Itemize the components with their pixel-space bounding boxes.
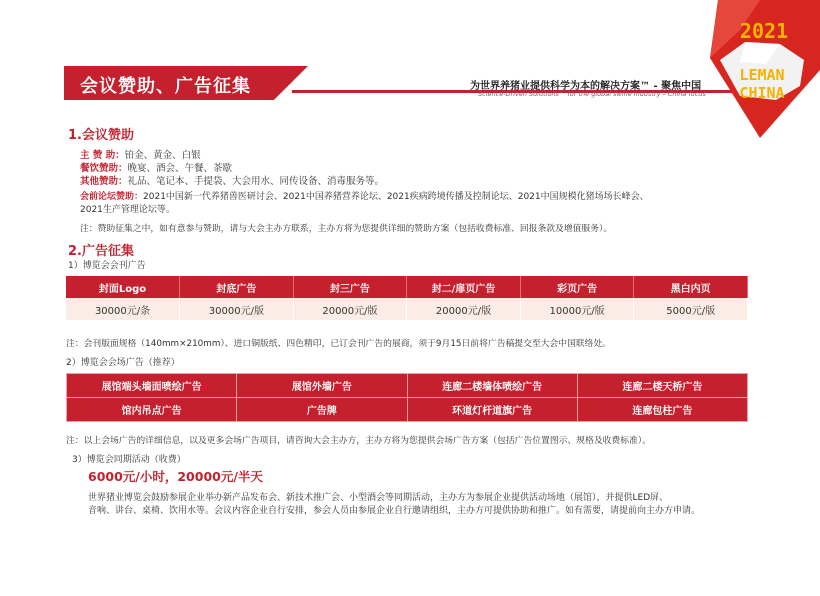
sponsor-item-other: [80, 176, 384, 188]
venue-ad-cell: 连廊二楼墙体喷绘广告: [407, 374, 577, 398]
venue-ad-cell: 连廊二楼天桥广告: [577, 374, 747, 398]
sponsor-item-label: 其他赞助：: [80, 176, 128, 187]
venue-ad-cell: 馆内吊点广告: [67, 398, 237, 422]
event-price: 6000元/小时，20000元/半天: [88, 469, 263, 484]
event-description-line1: 世界猪业博览会鼓励参展企业举办新产品发布会、新技术推广会、小型酒会等同期活动，主办方为参展企业提供活动场地（展馆），并提供LED屏、: [88, 493, 669, 503]
page-title: 会议赞助、广告征集: [80, 76, 251, 97]
venue-ad-note: 注：以上会场广告的详细信息，以及更多会场广告项目，请咨询大会主办方，主办方将为您提供会场广告方案（包括广告位置图示、规格及收费标准）。: [66, 436, 651, 446]
table-cell: 30000元/版: [180, 298, 294, 320]
event-description-line2: 音响、讲台、桌椅、饮用水等。会议内容企业自行安排，参会人员由参展企业自行邀请组织，主办方可提供协助和推广。如有需要，请提前向主办方申请。: [88, 506, 701, 516]
table-header: 封面Logo: [66, 276, 180, 298]
logo-line1: LEMAN: [739, 66, 785, 84]
venue-ad-grid: [66, 373, 748, 422]
logo-year: 2021: [739, 19, 789, 43]
table-row: [67, 398, 748, 422]
table-header: 封二/扉页广告: [407, 276, 521, 298]
sponsor-item-text: 铂金、黄金、白银: [124, 150, 201, 161]
venue-ad-cell: 展馆外墙广告: [237, 374, 407, 398]
venue-ad-cell: 展馆端头墙面喷绘广告: [67, 374, 237, 398]
table-cell: 30000元/条: [66, 298, 180, 320]
table-cell: 20000元/版: [407, 298, 521, 320]
sponsor-item-text: 2021中国新一代养猪兽医研讨会、2021中国养猪营养论坛、2021疾病跨境传播及控制论坛、2021中国规模化猪场场长峰会、: [143, 192, 649, 202]
sponsor-item-label: 餐饮赞助：: [80, 163, 128, 174]
ads-sub-venue: 2）博览会会场广告（推荐）: [66, 358, 180, 368]
sponsorship-heading: 1.会议赞助: [68, 128, 134, 143]
sponsorship-note: 注：赞助征集之中，如有意参与赞助，请与大会主办方联系，主办方将为您提供详细的赞助方案（包括收费标准、回报条款及增值服务）。: [80, 224, 613, 234]
slogan-english: Science-Driven Solutions™ for the global swine industry – China focus: [478, 90, 706, 98]
sponsor-item-forum-continued: 2021生产管理论坛等。: [80, 205, 175, 215]
sponsor-item-text: 晚宴、酒会、午餐、茶歇: [127, 163, 233, 174]
table-header: 封三广告: [293, 276, 407, 298]
journal-ad-note: 注：会刊版面规格（140mm×210mm）、进口铜版纸、四色精印，已订会刊广告的展商，须于9月15日前将广告稿提交至大会中国联络处。: [66, 339, 612, 349]
table-cell: 20000元/版: [293, 298, 407, 320]
sponsor-item-forum: [80, 191, 649, 203]
venue-ad-cell: 连廊包柱广告: [577, 398, 747, 422]
table-cell: 10000元/版: [520, 298, 634, 320]
venue-ad-cell: 广告牌: [237, 398, 407, 422]
ads-sub-journal: 1）博览会会刊广告: [68, 261, 146, 271]
leman-china-logo: [700, 0, 820, 140]
sponsor-item-main: [80, 150, 201, 162]
table-header: 封底广告: [180, 276, 294, 298]
ads-heading: 2.广告征集: [68, 244, 134, 259]
table-header: 黑白内页: [634, 276, 748, 298]
table-cell: 5000元/版: [634, 298, 748, 320]
sponsor-item-catering: [80, 163, 232, 175]
table-header: 彩页广告: [520, 276, 634, 298]
sponsor-item-text: 礼品、笔记本、手提袋、大会用水、同传设备、消毒服务等。: [127, 176, 385, 187]
table-header-row: [66, 276, 748, 298]
sponsor-item-label: 会前论坛赞助：: [80, 192, 144, 202]
ads-sub-events: 3）博览会同期活动（收费）: [72, 455, 186, 465]
logo-line2: CHINA: [739, 84, 785, 102]
slogan-chinese: 为世界养猪业提供科学为本的解决方案™ - 聚焦中国: [470, 81, 702, 92]
sponsor-item-label: 主 赞 助：: [80, 150, 125, 161]
venue-ad-cell: 环道灯杆道旗广告: [407, 398, 577, 422]
table-row: [67, 374, 748, 398]
journal-ad-table: [66, 276, 748, 320]
table-row: [66, 298, 748, 320]
